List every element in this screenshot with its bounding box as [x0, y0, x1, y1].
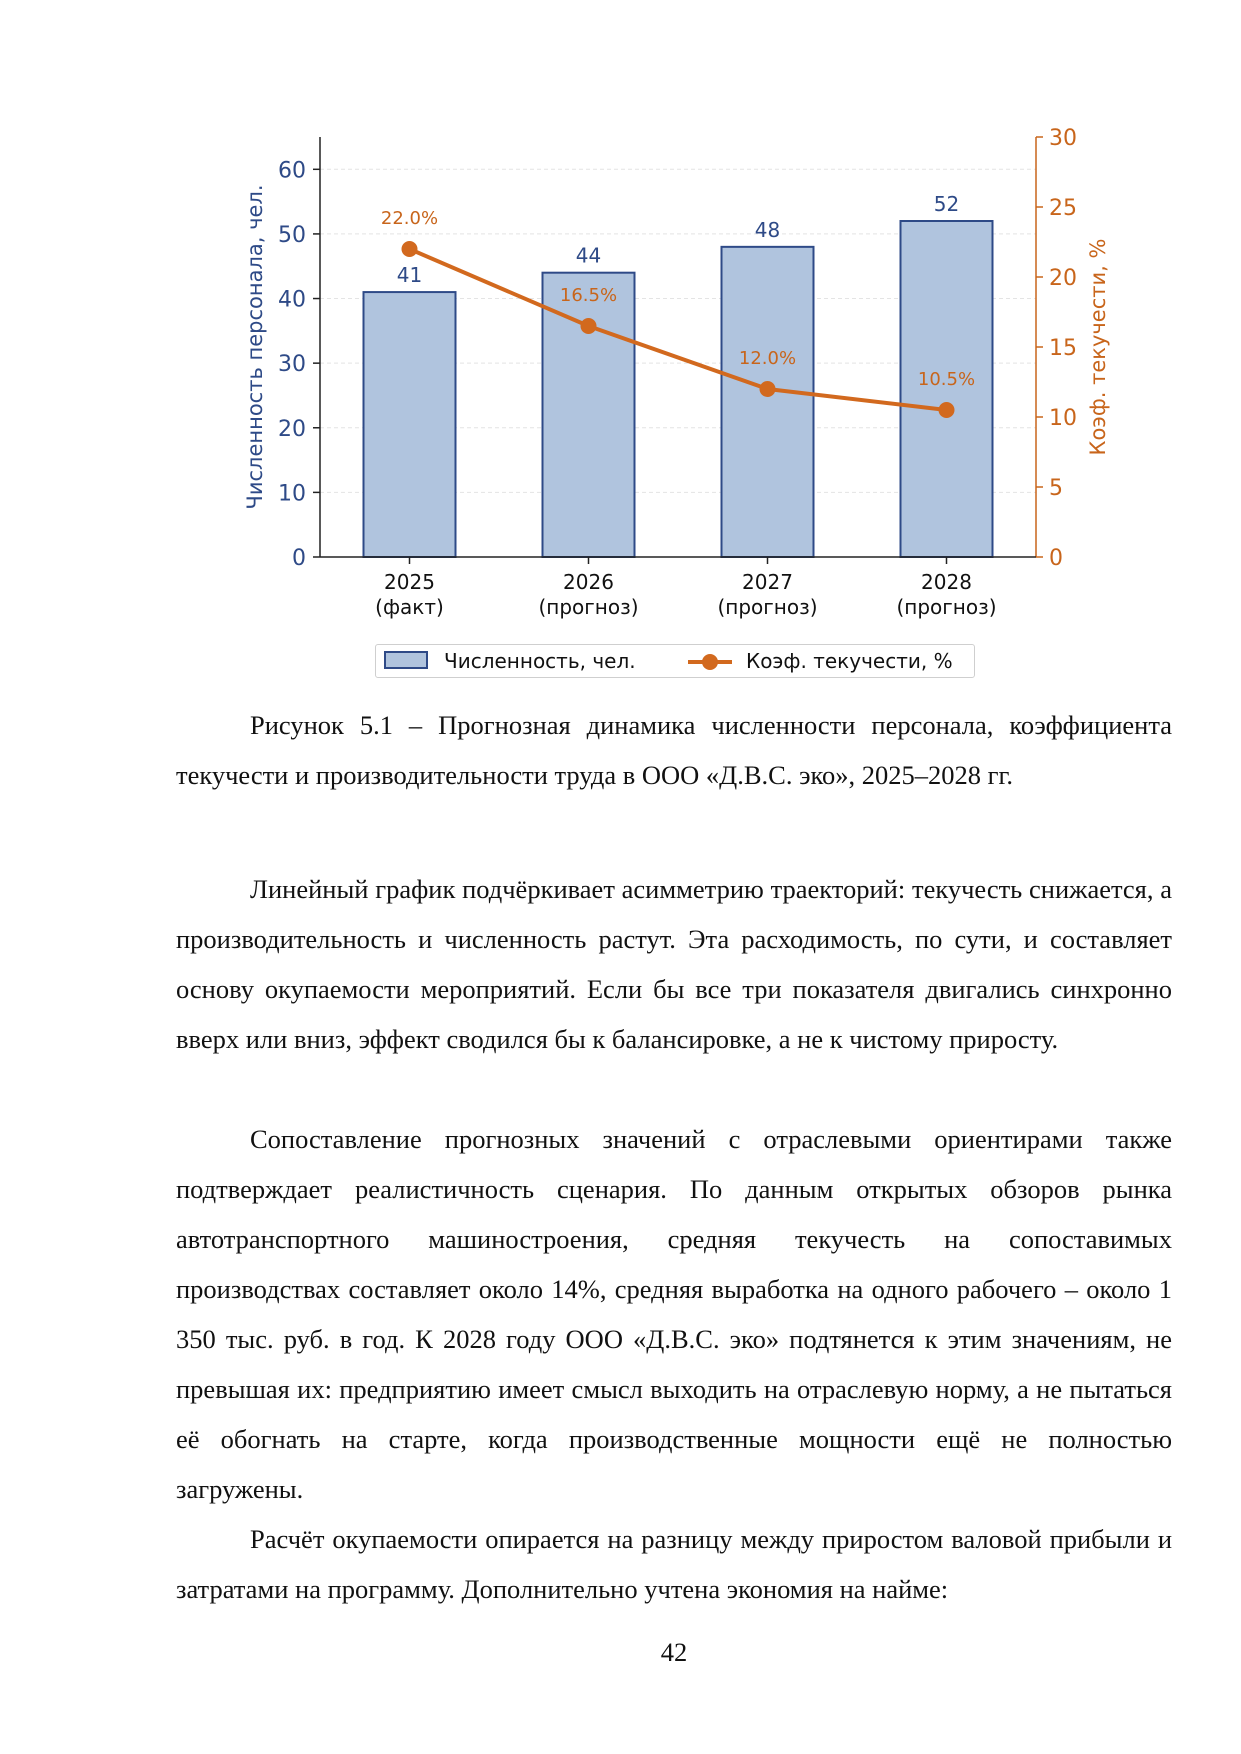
legend-line-label: Коэф. текучести, %	[746, 649, 953, 673]
series-line	[410, 249, 947, 410]
bar	[722, 247, 814, 557]
chart-legend	[375, 644, 975, 678]
body-paragraph: Линейный график подчёркивает асимметрию траекторий: текучесть снижается, а производительность и численность растут. Эта расходимость, по сути, и составляет основу окупаемости мероприятий. Если бы все три показателя двигались синхронно вверх или вниз, эффект сводился бы к балансировке, а не к чистому приросту.	[176, 874, 1172, 1054]
line-value-label: 16.5%	[559, 285, 618, 306]
line-value-label: 22.0%	[380, 208, 439, 229]
right-tick-label: 0	[1049, 546, 1063, 571]
line-point	[760, 381, 776, 397]
x-tick-label: 2027	[742, 570, 793, 594]
x-tick-label: 2028	[921, 570, 972, 594]
x-tick-label: 2025	[384, 570, 435, 594]
bar-value-label: 44	[575, 243, 602, 268]
bar-value-label: 48	[754, 217, 781, 242]
right-tick-label: 10	[1049, 406, 1077, 431]
left-tick-label: 40	[278, 287, 306, 313]
line-value-label: 12.0%	[738, 348, 797, 369]
left-tick-label: 20	[278, 416, 306, 442]
line-point	[939, 402, 955, 418]
line-value-label: 10.5%	[917, 369, 976, 390]
figure-caption: Рисунок 5.1 – Прогнозная динамика численности персонала, коэффициента текучести и производительности труда в ООО «Д.В.С. эко», 2025–2028 гг.	[176, 710, 1172, 790]
legend-line-marker	[702, 654, 718, 670]
x-tick-sublabel: (прогноз)	[717, 595, 818, 619]
x-tick-sublabel: (прогноз)	[538, 595, 639, 619]
bar	[364, 292, 456, 557]
left-tick-label: 30	[278, 352, 306, 378]
line-point	[402, 241, 418, 257]
left-tick-label: 0	[292, 546, 306, 571]
bar-value-label: 52	[933, 192, 960, 216]
line-point	[581, 318, 597, 334]
x-tick-sublabel: (прогноз)	[896, 595, 997, 619]
left-tick-label: 10	[278, 481, 306, 507]
body-paragraph: Расчёт окупаемости опирается на разницу между приростом валовой прибыли и затратами на программу. Дополнительно учтена экономия на найме:	[176, 1524, 1172, 1604]
left-axis-title: Численность персонала, чел.	[243, 184, 267, 510]
right-tick-label: 15	[1049, 336, 1077, 361]
right-tick-label: 20	[1049, 266, 1077, 291]
bar	[543, 273, 635, 557]
legend-bar-swatch	[384, 651, 428, 669]
right-tick-label: 5	[1049, 476, 1063, 501]
right-tick-label: 30	[1049, 126, 1077, 151]
right-tick-label: 25	[1049, 196, 1077, 221]
x-tick-label: 2026	[563, 570, 614, 594]
left-tick-label: 50	[278, 222, 306, 248]
page-number: 42	[660, 1637, 688, 1667]
legend-bar-label: Численность, чел.	[444, 649, 636, 673]
body-paragraph: Сопоставление прогнозных значений с отраслевыми ориентирами также подтверждает реалистичность сценария. По данным открытых обзоров рынка автотранспортного машиностроения, средняя текучесть на сопоставимых производствах составляет около 14%, средняя выработка на одного рабочего – около 1 350 тыс. руб. в год. К 2028 году ООО «Д.В.С. эко» подтянется к этим значениям, не превышая их: предприятию имеет смысл выходить на отраслевую норму, а не пытаться её обогнать на старте, когда производственные мощности ещё не полностью загружены.	[176, 1124, 1172, 1504]
left-tick-label: 60	[278, 158, 306, 184]
x-tick-sublabel: (факт)	[375, 595, 444, 619]
bar-value-label: 41	[396, 263, 423, 288]
right-axis-title: Коэф. текучести, %	[1086, 238, 1110, 456]
chart	[0, 0, 1241, 640]
